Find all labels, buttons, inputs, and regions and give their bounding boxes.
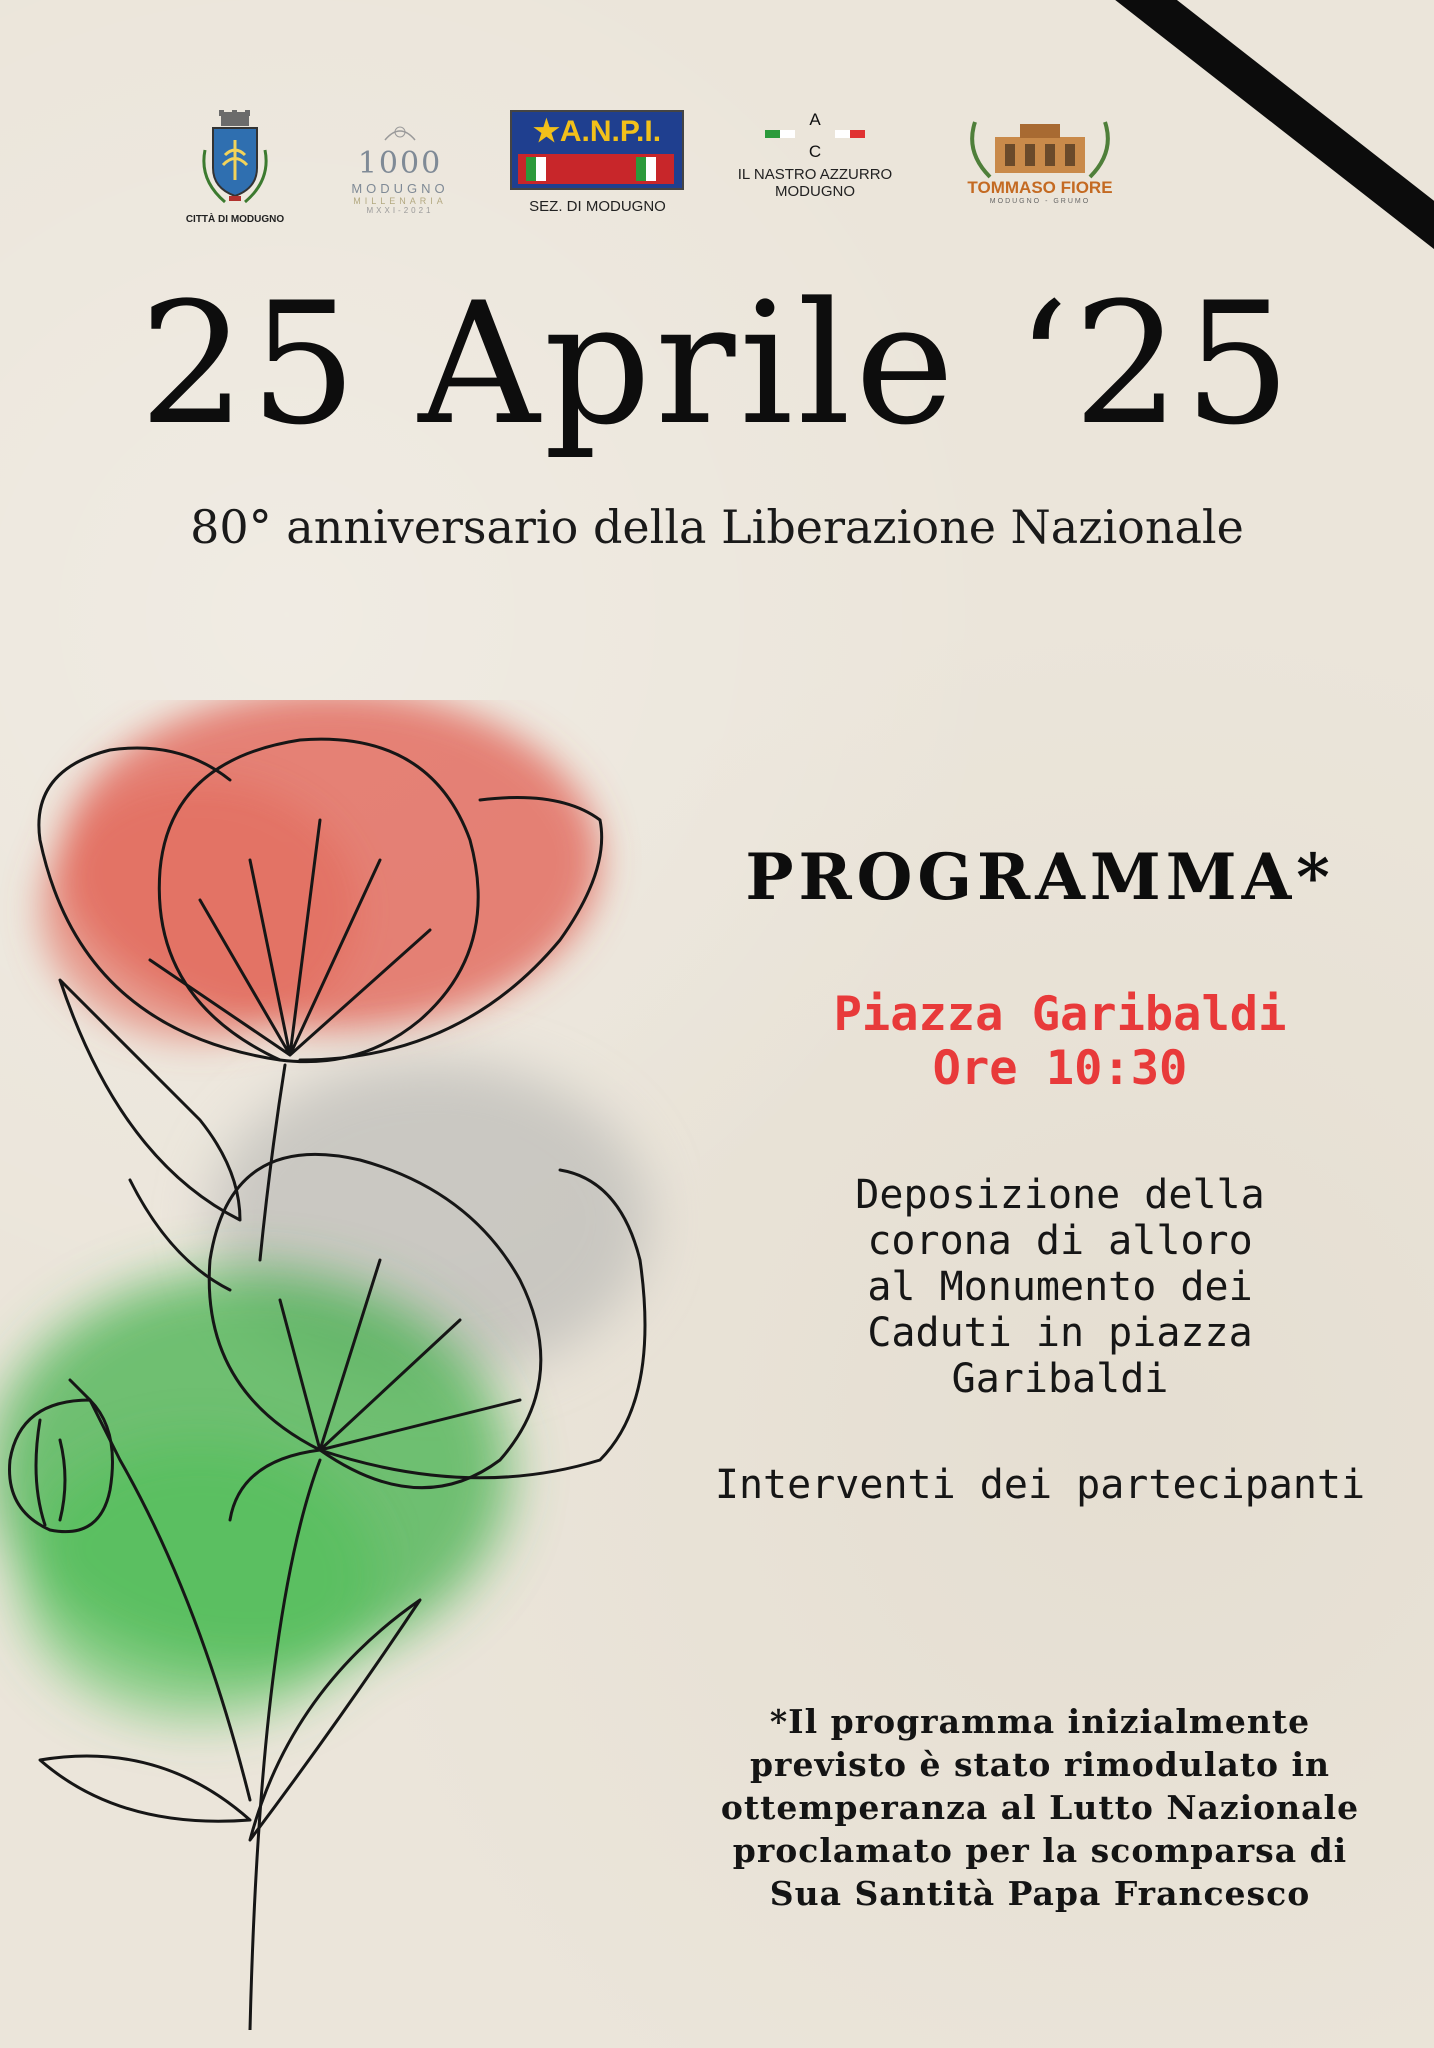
millenario-name: MODUGNO xyxy=(351,181,449,196)
footnote xyxy=(690,1700,1390,1915)
description-line: al Monumento dei xyxy=(867,1264,1253,1310)
green-watercolor xyxy=(0,1270,510,1720)
footnote-line: *Il programma inizialmente xyxy=(769,1702,1311,1741)
millenario-number: 1000 xyxy=(357,146,443,181)
school-name: TOMMASO FIORE xyxy=(967,178,1113,197)
comune-logo xyxy=(180,110,290,225)
page-subtitle: 80° anniversario della Liberazione Nazionale xyxy=(190,500,1244,554)
anpi-logo xyxy=(510,110,685,215)
logos-row xyxy=(180,110,1130,230)
footnote-line: proclamato per la scomparsa di xyxy=(732,1831,1348,1870)
millenario-years: MXXI-2021 xyxy=(366,206,434,215)
anpi-flags xyxy=(518,154,674,184)
footnote-line: Sua Santità Papa Francesco xyxy=(769,1874,1311,1913)
anpi-name: A.N.P.I. xyxy=(559,115,662,148)
event-description xyxy=(780,1172,1340,1402)
event-place: Piazza Garibaldi xyxy=(833,987,1287,1042)
interventi-text: Interventi dei partecipanti xyxy=(714,1462,1366,1508)
school-logo xyxy=(955,112,1125,205)
description-line: Deposizione della xyxy=(855,1172,1265,1218)
nastro-line-1: IL NASTRO AZZURRO xyxy=(737,166,893,183)
programma-heading: PROGRAMMA* xyxy=(745,840,1335,915)
nastro-line-2: MODUGNO xyxy=(775,183,855,200)
nastro-azzurro-logo xyxy=(720,110,910,200)
description-line: Garibaldi xyxy=(951,1356,1169,1402)
nastro-letter-c: C xyxy=(808,142,822,161)
nastro-letter-a: A xyxy=(809,110,821,129)
event-time: Ore 10:30 xyxy=(932,1041,1188,1096)
school-building-icon xyxy=(965,112,1115,182)
footnote-line: ottemperanza al Lutto Nazionale xyxy=(720,1788,1360,1827)
millenario-logo xyxy=(330,120,470,215)
event-location xyxy=(760,988,1360,1096)
description-line: Caduti in piazza xyxy=(867,1310,1253,1356)
millenario-sub: MILLENARIA xyxy=(353,196,447,206)
anpi-badge xyxy=(510,110,684,190)
nastro-ribbon xyxy=(720,130,910,142)
crest-icon xyxy=(195,110,275,210)
anpi-section: SEZ. DI MODUGNO xyxy=(529,198,666,215)
poppy-illustration xyxy=(0,700,700,2030)
comune-caption: CITTÀ DI MODUGNO xyxy=(185,214,285,225)
footnote-line: previsto è stato rimodulato in xyxy=(749,1745,1331,1784)
star-icon: ★ xyxy=(532,115,560,148)
page-title: 25 Aprile ‘25 xyxy=(139,266,1295,462)
description-line: corona di alloro xyxy=(867,1218,1253,1264)
school-sub: MODUGNO - GRUMO xyxy=(989,198,1091,205)
